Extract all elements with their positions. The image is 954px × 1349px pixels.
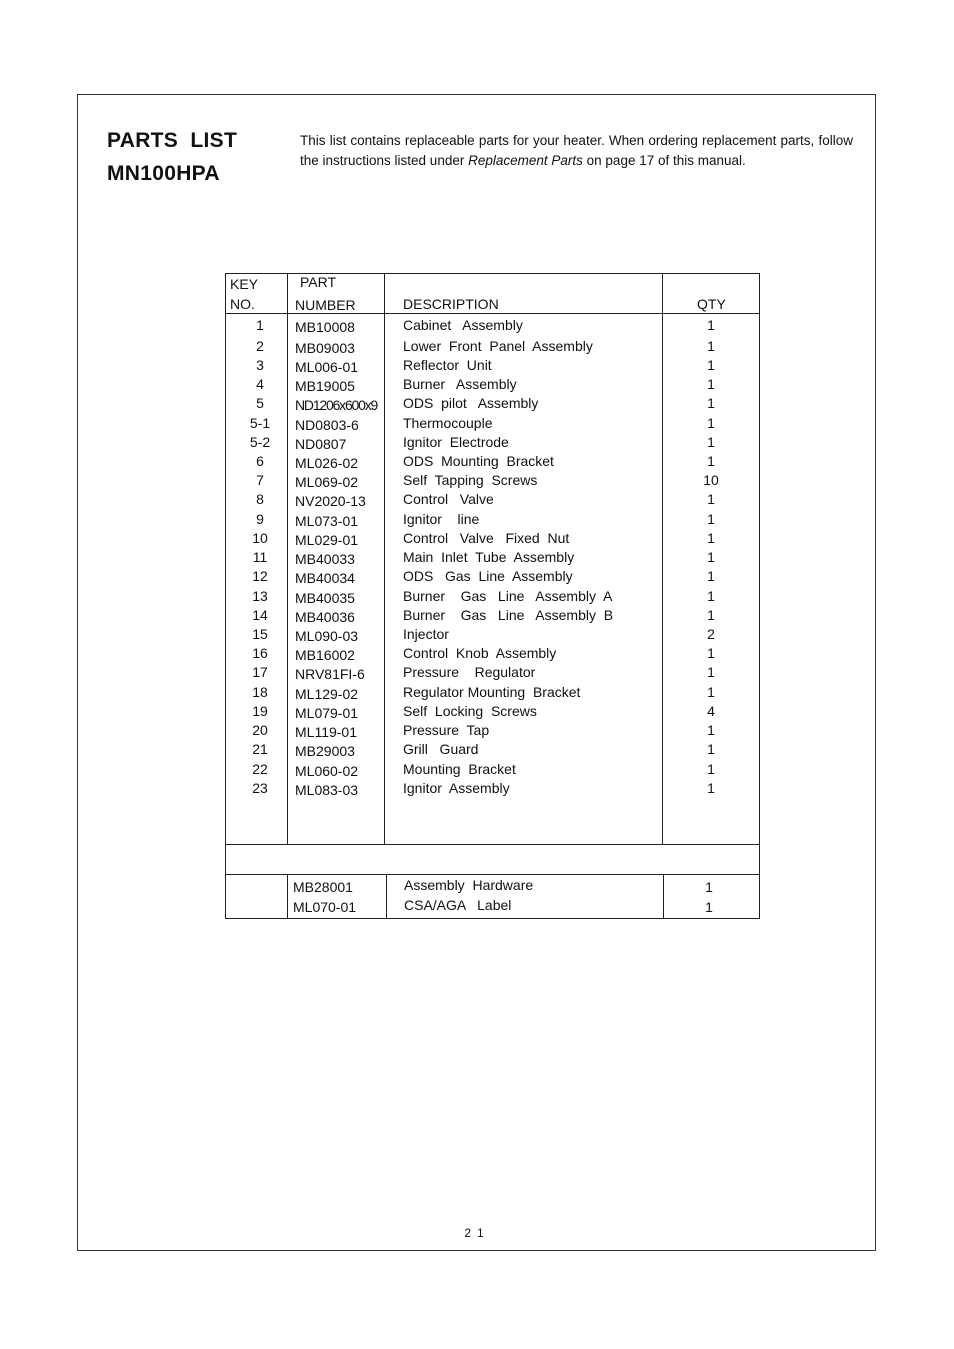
key-number-cell: 12 (252, 568, 268, 584)
part-number-cell: ML119-01 (295, 724, 358, 740)
part-number-cell: ML129-02 (295, 686, 359, 702)
title-line-1: PARTS LIST (107, 129, 238, 152)
description-cell: Main Inlet Tube Assembly (403, 549, 575, 565)
qty-cell: 1 (707, 645, 715, 661)
header-key-line1: KEY (230, 276, 259, 292)
key-number-cell: 9 (256, 511, 264, 527)
key-number-cell: 10 (252, 530, 268, 546)
description-cell: Control Valve (403, 491, 494, 507)
description-cell: Grill Guard (403, 741, 479, 757)
key-number-cell: 5-1 (249, 415, 271, 431)
description-cell: Burner Gas Line Assembly B (403, 607, 614, 623)
key-number-cell: 6 (256, 453, 264, 469)
key-number-cell: 3 (256, 357, 264, 373)
description-cell: Ignitor Electrode (403, 434, 509, 450)
key-number-cell: 11 (252, 549, 268, 565)
description-cell: ODS pilot Assembly (403, 395, 539, 411)
qty-cell: 1 (707, 684, 715, 700)
key-number-cell: 13 (252, 588, 268, 604)
qty-cell: 1 (707, 395, 715, 411)
description-cell: Cabinet Assembly (403, 317, 523, 333)
qty-cell: 1 (707, 317, 715, 333)
key-number-cell: 2 (256, 338, 264, 354)
qty-cell: 1 (707, 376, 715, 392)
description-cell: ODS Gas Line Assembly (403, 568, 573, 584)
description-cell: Assembly Hardware (404, 877, 534, 893)
description-cell: Pressure Tap (403, 722, 490, 738)
description-cell: Thermocouple (403, 415, 493, 431)
part-number-cell: ML069-02 (295, 474, 359, 490)
header-part-line2: NUMBER (295, 297, 356, 313)
qty-cell: 1 (707, 664, 715, 680)
intro-text-2: on page 17 of this manual. (582, 152, 746, 168)
key-number-cell: 8 (256, 491, 264, 507)
header-part-line1: PART (300, 274, 337, 290)
qty-cell: 1 (707, 722, 715, 738)
description-cell: Pressure Regulator (403, 664, 536, 680)
qty-cell: 1 (707, 780, 715, 796)
description-cell: Regulator Mounting Bracket (403, 684, 581, 700)
part-number-cell: ML090-03 (295, 628, 359, 644)
header-divider (226, 313, 759, 314)
description-cell: Control Knob Assembly (403, 645, 557, 661)
key-number-cell: 19 (252, 703, 268, 719)
qty-cell: 1 (707, 434, 715, 450)
header-qty: QTY (697, 296, 726, 312)
part-number-cell: ML060-02 (295, 763, 359, 779)
section-divider-bottom (226, 874, 759, 875)
col-divider-part (384, 274, 385, 845)
part-number-cell: ND0803-6 (295, 417, 359, 433)
key-number-cell: 22 (252, 761, 268, 777)
part-number-cell: NRV81FI-6 (295, 666, 365, 682)
key-number-cell: 5 (256, 395, 264, 411)
qty-cell: 1 (707, 761, 715, 777)
section-divider-top (226, 844, 759, 845)
key-number-cell: 4 (256, 376, 264, 392)
description-cell: ODS Mounting Bracket (403, 453, 554, 469)
col-divider-part-lower (386, 875, 387, 919)
description-cell: Reflector Unit (403, 357, 492, 373)
part-number-cell: ND0807 (295, 436, 347, 452)
description-cell: Ignitor Assembly (403, 780, 510, 796)
qty-cell: 1 (707, 607, 715, 623)
key-number-cell: 17 (252, 664, 268, 680)
parts-table (225, 273, 760, 919)
part-number-cell: MB10008 (295, 319, 355, 335)
key-number-cell: 1 (256, 317, 264, 333)
key-number-cell: 23 (252, 780, 268, 796)
part-number-cell: ML079-01 (295, 705, 359, 721)
qty-cell: 1 (707, 549, 715, 565)
qty-cell: 1 (707, 511, 715, 527)
part-number-cell: ML006-01 (295, 359, 359, 375)
description-cell: Mounting Bracket (403, 761, 516, 777)
qty-cell: 1 (707, 491, 715, 507)
part-number-cell: ML026-02 (295, 455, 359, 471)
qty-cell: 1 (707, 338, 715, 354)
key-number-cell: 5-2 (249, 434, 271, 450)
page-number: 21 (464, 1226, 490, 1240)
part-number-cell: ML070-01 (293, 899, 357, 915)
key-number-cell: 15 (252, 626, 268, 642)
part-number-cell: MB16002 (295, 647, 355, 663)
part-number-cell: MB40034 (295, 570, 355, 586)
part-number-cell: MB09003 (295, 340, 355, 356)
part-number-cell: ML073-01 (295, 513, 359, 529)
description-cell: Lower Front Panel Assembly (403, 338, 593, 354)
key-number-cell: 20 (252, 722, 268, 738)
qty-cell: 1 (707, 453, 715, 469)
qty-cell: 1 (707, 588, 715, 604)
qty-cell: 1 (705, 879, 713, 895)
qty-cell: 1 (707, 357, 715, 373)
intro-text-1: This list contains replaceable parts for your heater. When ordering replacement parts, follow the instructions listed under (300, 133, 853, 168)
part-number-cell: MB28001 (293, 879, 353, 895)
description-cell: Ignitor line (403, 511, 480, 527)
part-number-cell: ML029-01 (295, 532, 359, 548)
key-number-cell: 7 (256, 472, 264, 488)
key-number-cell: 21 (252, 741, 268, 757)
qty-cell: 1 (707, 530, 715, 546)
intro-paragraph (300, 131, 853, 170)
header-description: DESCRIPTION (403, 296, 499, 312)
key-number-cell: 18 (252, 684, 268, 700)
qty-cell: 1 (707, 741, 715, 757)
qty-cell: 1 (707, 568, 715, 584)
qty-cell: 1 (707, 415, 715, 431)
qty-cell: 1 (705, 899, 713, 915)
description-cell: Burner Assembly (403, 376, 517, 392)
qty-cell: 10 (703, 472, 719, 488)
part-number-cell: MB40035 (295, 590, 355, 606)
page-title (107, 124, 237, 190)
key-number-cell: 16 (252, 645, 268, 661)
description-cell: Self Tapping Screws (403, 472, 538, 488)
description-cell: CSA/AGA Label (404, 897, 512, 913)
part-number-cell: NV2020-13 (295, 493, 366, 509)
part-number-cell: ML083-03 (295, 782, 359, 798)
qty-cell: 2 (707, 626, 715, 642)
part-number-cell: MB29003 (295, 743, 355, 759)
title-line-2: MN100HPA (107, 162, 220, 185)
part-number-cell: MB19005 (295, 378, 355, 394)
description-cell: Injector (403, 626, 449, 642)
intro-italic: Replacement Parts (468, 152, 583, 168)
col-divider-key-lower (287, 875, 288, 919)
description-cell: Self Locking Screws (403, 703, 537, 719)
qty-cell: 4 (707, 703, 715, 719)
key-number-cell: 14 (252, 607, 268, 623)
part-number-cell: MB40036 (295, 609, 355, 625)
part-number-cell: MB40033 (295, 551, 355, 567)
part-number-cell: ND1206x600x9 (295, 397, 378, 413)
header-key-line2: NO. (230, 296, 255, 312)
description-cell: Control Valve Fixed Nut (403, 530, 570, 546)
description-cell: Burner Gas Line Assembly A (403, 588, 613, 604)
